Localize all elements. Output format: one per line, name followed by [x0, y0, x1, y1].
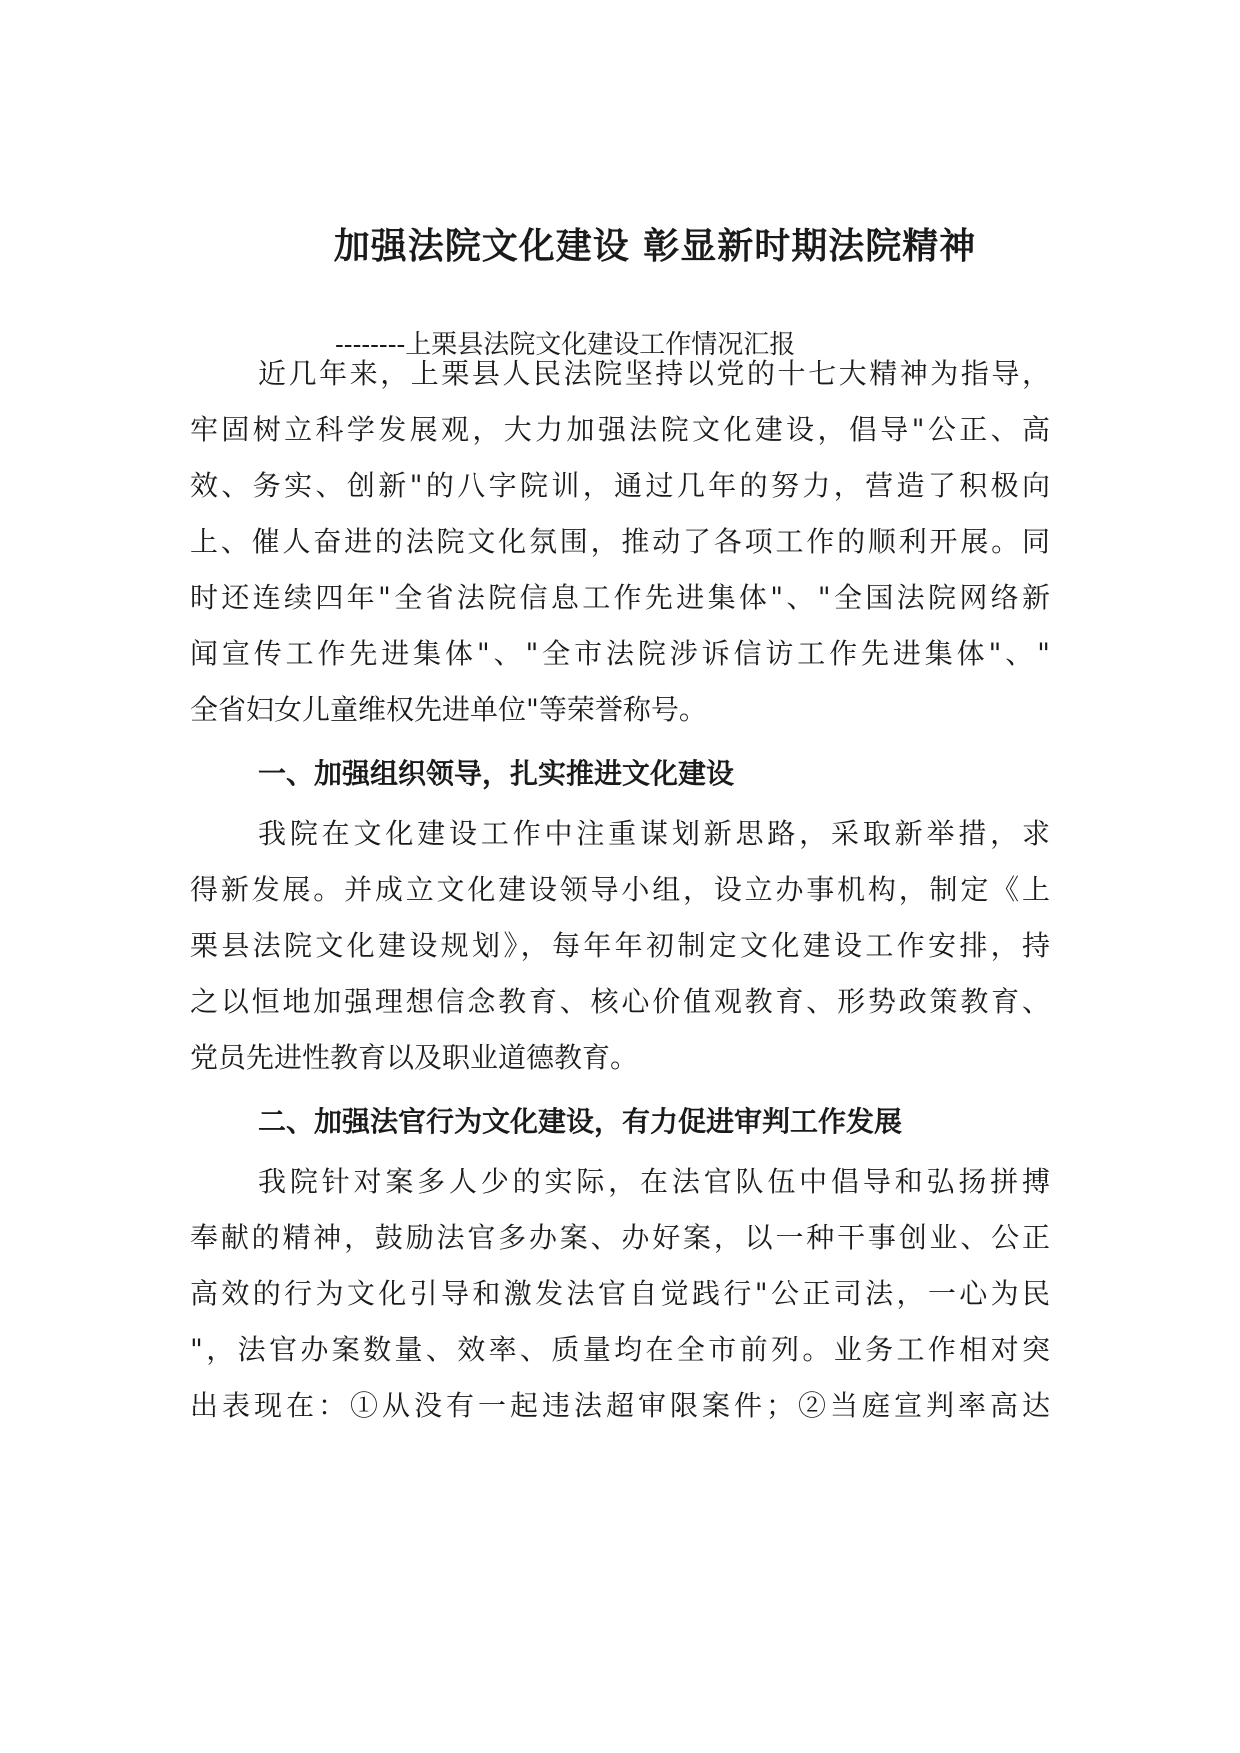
section1-line: 栗县法院文化建设规划》，每年年初制定文化建设工作安排，持 [190, 929, 1050, 962]
section1-line: 党员先进性教育以及职业道德教育。 [190, 1041, 639, 1074]
intro-line: 牢固树立科学发展观，大力加强法院文化建设，倡导"公正、高 [190, 413, 1050, 446]
section2-line: "，法官办案数量、效率、质量均在全市前列。业务工作相对突 [190, 1333, 1050, 1366]
section2-line: 我院针对案多人少的实际，在法官队伍中倡导和弘扬拼搏 [258, 1165, 1050, 1198]
section1-line: 得新发展。并成立文化建设领导小组，设立办事机构，制定《上 [190, 873, 1050, 906]
intro-line: 上、催人奋进的法院文化氛围，推动了各项工作的顺利开展。同 [190, 525, 1050, 558]
intro-line: 效、务实、创新"的八字院训，通过几年的努力，营造了积极向 [190, 469, 1050, 502]
section2-line: 奉献的精神，鼓励法官多办案、办好案，以一种干事创业、公正 [190, 1221, 1050, 1254]
section-heading-1: 一、加强组织领导，扎实推进文化建设 [258, 757, 735, 790]
section2-line: 高效的行为文化引导和激发法官自觉践行"公正司法，一心为民 [190, 1277, 1050, 1310]
intro-line: 时还连续四年"全省法院信息工作先进集体"、"全国法院网络新 [190, 581, 1050, 614]
section-heading-2: 二、加强法官行为文化建设，有力促进审判工作发展 [258, 1105, 903, 1138]
intro-line: 近几年来，上栗县人民法院坚持以党的十七大精神为指导， [258, 357, 1050, 390]
section2-line: 出表现在：①从没有一起违法超审限案件；②当庭宣判率高达 [190, 1389, 1050, 1422]
document-subtitle: --------上栗县法院文化建设工作情况汇报 [335, 330, 796, 360]
intro-line: 闻宣传工作先进集体"、"全市法院涉诉信访工作先进集体"、" [190, 637, 1050, 670]
intro-line: 全省妇女儿童维权先进单位"等荣誉称号。 [190, 693, 707, 726]
section1-line: 我院在文化建设工作中注重谋划新思路，采取新举措，求 [258, 817, 1050, 850]
section1-line: 之以恒地加强理想信念教育、核心价值观教育、形势政策教育、 [190, 985, 1050, 1018]
document-title: 加强法院文化建设 彰显新时期法院精神 [333, 226, 977, 267]
